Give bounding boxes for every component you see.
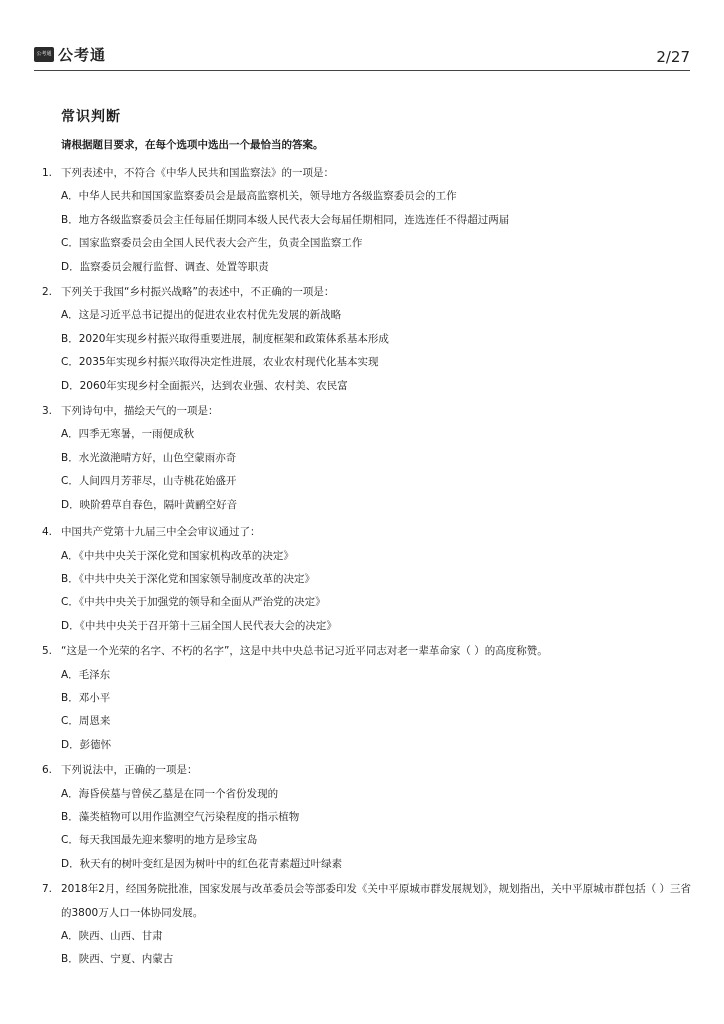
answer-option: A．《中共中央关于深化党和国家机构改革的决定》 — [61, 549, 294, 562]
answer-option: D．监察委员会履行监督、调查、处置等职责 — [61, 260, 269, 273]
answer-option: C．每天我国最先迎来黎明的地方是珍宝岛 — [61, 834, 258, 847]
answer-option: B．邓小平 — [61, 691, 111, 704]
page-number: 2/27 — [656, 48, 690, 66]
answer-option: D．2060年实现乡村全面振兴，达到农业强、农村美、农民富 — [61, 379, 348, 392]
answer-option: B．地方各级监察委员会主任每届任期同本级人民代表大会每届任期相同，连选连任不得超过两届 — [61, 213, 510, 226]
question-number: 1. — [42, 167, 53, 179]
question-number: 5. — [42, 645, 53, 658]
question-number: 7. — [42, 883, 53, 896]
question-text: 下列关于我国“乡村振兴战略”的表述中，不正确的一项是： — [61, 286, 335, 299]
question-number: 4. — [42, 526, 53, 539]
answer-option: B．《中共中央关于深化党和国家领导制度改革的决定》 — [61, 572, 315, 585]
answer-option: B．2020年实现乡村振兴取得重要进展，制度框架和政策体系基本形成 — [61, 332, 389, 345]
question-text: 下列说法中，正确的一项是： — [61, 764, 198, 777]
answer-option: C．《中共中央关于加强党的领导和全面从严治党的决定》 — [61, 596, 326, 609]
answer-option: D．彭德怀 — [61, 738, 112, 751]
question-stem — [0, 400, 724, 423]
logo-badge-icon: 公考通 — [34, 47, 54, 62]
question-number: 2. — [42, 286, 53, 299]
question-stem — [0, 281, 724, 304]
question-stem — [0, 521, 724, 544]
question-list — [0, 162, 724, 972]
question-stem — [0, 759, 724, 782]
question-stem — [0, 878, 724, 925]
question-item — [0, 521, 724, 638]
logo-text: 公考通 — [58, 46, 107, 64]
question-item — [0, 759, 724, 876]
answer-option: C．国家监察委员会由全国人民代表大会产生，负责全国监察工作 — [61, 237, 363, 250]
section-instruction: 请根据题目要求，在每个选项中选出一个最恰当的答案。 — [61, 139, 324, 151]
answer-option: C．人间四月芳菲尽，山寺桃花始盛开 — [61, 475, 237, 488]
page-header — [34, 44, 690, 71]
answer-option: A．毛泽东 — [61, 668, 111, 681]
question-stem — [0, 162, 724, 185]
question-item — [0, 640, 724, 757]
question-number: 6. — [42, 764, 53, 777]
answer-option: D．秋天有的树叶变红是因为树叶中的红色花青素超过叶绿素 — [61, 857, 343, 870]
question-item — [0, 878, 724, 972]
answer-option: B．水光潋滟晴方好，山色空蒙雨亦奇 — [61, 451, 237, 464]
question-text: 下列诗句中，描绘天气的一项是： — [61, 405, 219, 418]
section-title: 常识判断 — [61, 109, 121, 125]
question-number: 3. — [42, 405, 53, 418]
answer-option: D．《中共中央关于召开第十三届全国人民代表大会的决定》 — [61, 619, 337, 632]
answer-option: B．陕西、宁夏、内蒙古 — [61, 953, 174, 966]
question-text: 中国共产党第十九届三中全会审议通过了： — [61, 526, 261, 539]
question-text: 2018年2月，经国务院批准，国家发展与改革委员会等部委印发《关中平原城市群发展规划》，规划指出，关中平原城市群包括（ ）三省的3800万人口一体协同发展。 — [61, 883, 691, 919]
brand-logo — [34, 44, 106, 65]
answer-option: C．2035年实现乡村振兴取得决定性进展，农业农村现代化基本实现 — [61, 356, 379, 369]
answer-option: D．映阶碧草自春色，隔叶黄鹂空好音 — [61, 498, 238, 511]
question-text: “这是一个光荣的名字、不朽的名字”，这是中共中央总书记习近平同志对老一辈革命家（ ）的高度称赞。 — [61, 645, 548, 658]
question-item — [0, 400, 724, 517]
answer-option: A．四季无寒暑，一雨便成秋 — [61, 428, 195, 441]
question-item — [0, 281, 724, 398]
question-stem — [0, 640, 724, 663]
answer-option: B．藻类植物可以用作监测空气污染程度的指示植物 — [61, 810, 300, 823]
question-item — [0, 162, 724, 279]
answer-option: A．这是习近平总书记提出的促进农业农村优先发展的新战略 — [61, 309, 342, 322]
answer-option: A．中华人民共和国国家监察委员会是最高监察机关，领导地方各级监察委员会的工作 — [61, 190, 457, 203]
answer-option: A．海昏侯墓与曾侯乙墓是在同一个省份发现的 — [61, 787, 279, 800]
answer-option: C．周恩来 — [61, 715, 111, 728]
question-text: 下列表述中，不符合《中华人民共和国监察法》的一项是： — [61, 167, 334, 179]
answer-option: A．陕西、山西、甘肃 — [61, 930, 163, 942]
